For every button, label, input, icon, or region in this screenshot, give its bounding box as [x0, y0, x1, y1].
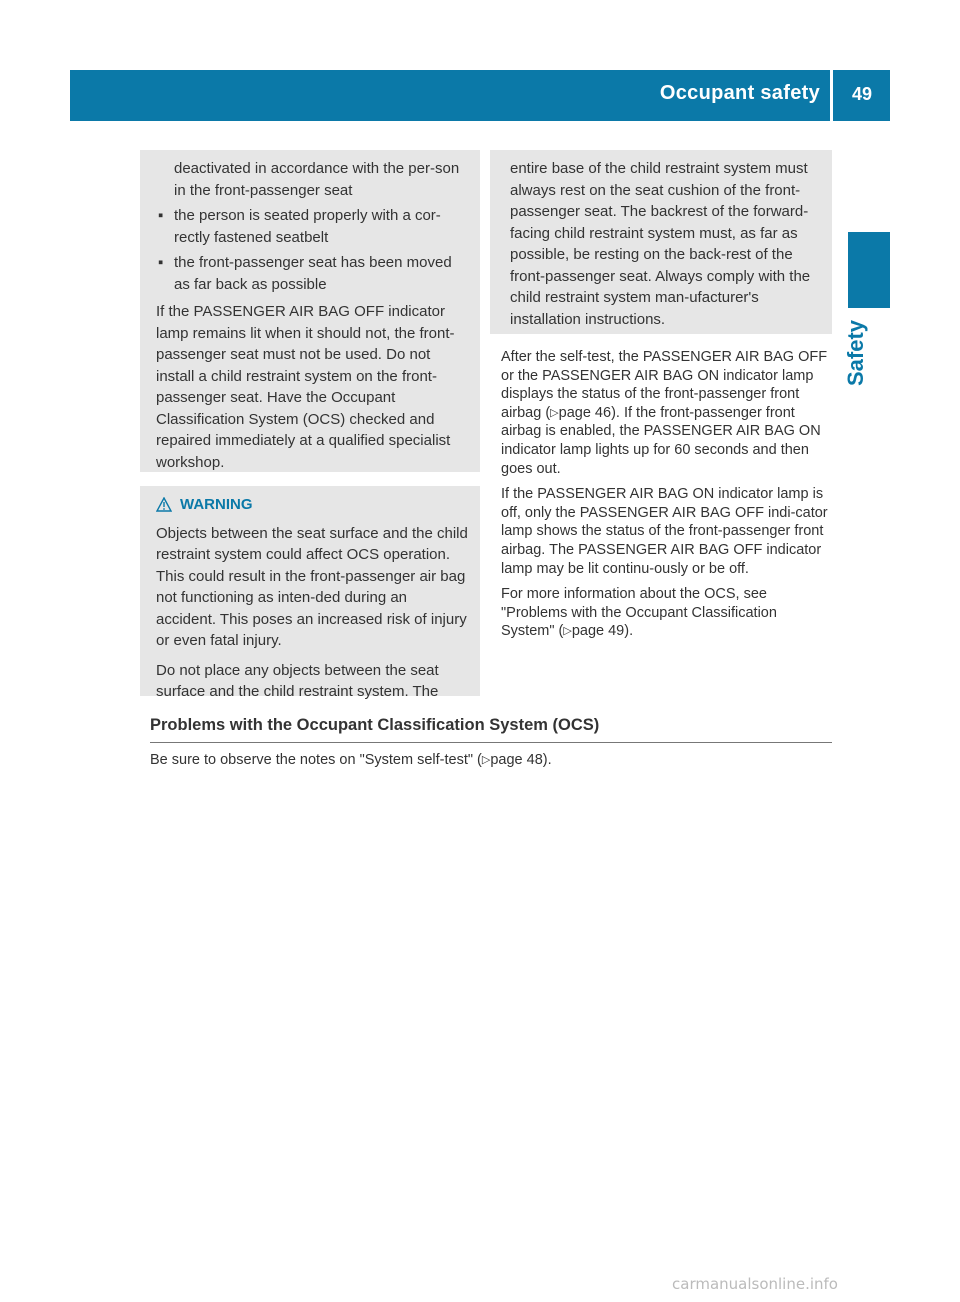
list-item-text: the front-passenger seat has been moved as far back as possible [174, 254, 452, 293]
list-item-text: the person is seated properly with a cor-rectly fastened seatbelt [174, 207, 441, 246]
self-test-paragraph: After the self-test, the PASSENGER AIR BAG OFF or the PASSENGER AIR BAG ON indicator lamp displays the status of the front-passenger front airbag (▷page 46). If the front-passenger front airbag is enabled, the PASSENGER AIR BAG ON indicator lamp lights up for 60 seconds and then goes out. [501, 349, 828, 477]
page-header [70, 70, 890, 121]
warning-box-continued [490, 150, 832, 334]
chapter-tab: Safety [843, 319, 868, 387]
side-tab-marker [848, 232, 890, 308]
page-reference-link[interactable]: page 46 [558, 404, 612, 421]
condition-list [156, 205, 470, 295]
continued-text: deactivated in accordance with the per-son in the front-passenger seat [174, 160, 460, 199]
warning-header [156, 494, 470, 516]
section-title: Occupant safety [659, 82, 820, 104]
warning-continued-text: entire base of the child restraint system must always rest on the seat cushion of the front-passenger seat. The backrest of the forward-facing child restraint system must, as far as possible, be resting on the back-rest of the front-passenger seat. Always comply with the child restraint system man-ufacturer's installation instructions. [510, 160, 811, 328]
info-box-continued [140, 150, 480, 472]
list-item [156, 252, 470, 295]
header-divider [830, 70, 833, 121]
indicator-status-paragraph: If the PASSENGER AIR BAG ON indicator lamp is off, only the PASSENGER AIR BAG OFF indi-cator lamp shows the status of the front-passenger front airbag. The PASSENGER AIR BAG OFF indicator lamp may be lit continu-ously or be off. [501, 486, 828, 577]
warning-box [140, 486, 480, 700]
warning-triangle-icon [156, 497, 172, 512]
page-reference-link[interactable]: page 49 [571, 623, 625, 640]
list-item [156, 205, 470, 248]
section-heading: Problems with the Occupant Classification System (OCS) [150, 716, 832, 743]
warning-paragraph: Do not place any objects between the seat surface and the child restraint system. The [156, 661, 439, 700]
page-ref-arrow-icon: ▷ [481, 754, 491, 766]
section-body: Be sure to observe the notes on "System self-test" (▷page 48). [150, 752, 552, 768]
warning-paragraph: Objects between the seat surface and the child restraint system could affect OCS operation. This could result in the front-passenger air bag not functioning as inten-ded during an accident. This poses an increased risk of injury or even fatal injury. [156, 524, 468, 649]
indicator-paragraph: If the PASSENGER AIR BAG OFF indicator lamp remains lit when it should not, the front-passenger seat must not be used. Do not install a child restraint system on the front-passenger seat. Have the Occupant Classification System (OCS) checked and repaired immediately at a qualified specialist workshop. [156, 303, 455, 471]
bullet-icon: ▪ [158, 207, 164, 224]
page-reference-link[interactable]: page 48 [490, 752, 543, 768]
page-ref-arrow-icon: ▷ [563, 625, 572, 638]
page-ref-arrow-icon: ▷ [550, 406, 559, 419]
warning-title: WARNING [180, 496, 253, 513]
bullet-icon: ▪ [158, 254, 164, 271]
more-info-paragraph: For more information about the OCS, see "Problems with the Occupant Classification System" (▷page 49). [501, 586, 777, 640]
right-column-text [501, 348, 831, 648]
page-number: 49 [851, 84, 872, 104]
watermark: carmanualsonline.info [672, 1275, 838, 1293]
